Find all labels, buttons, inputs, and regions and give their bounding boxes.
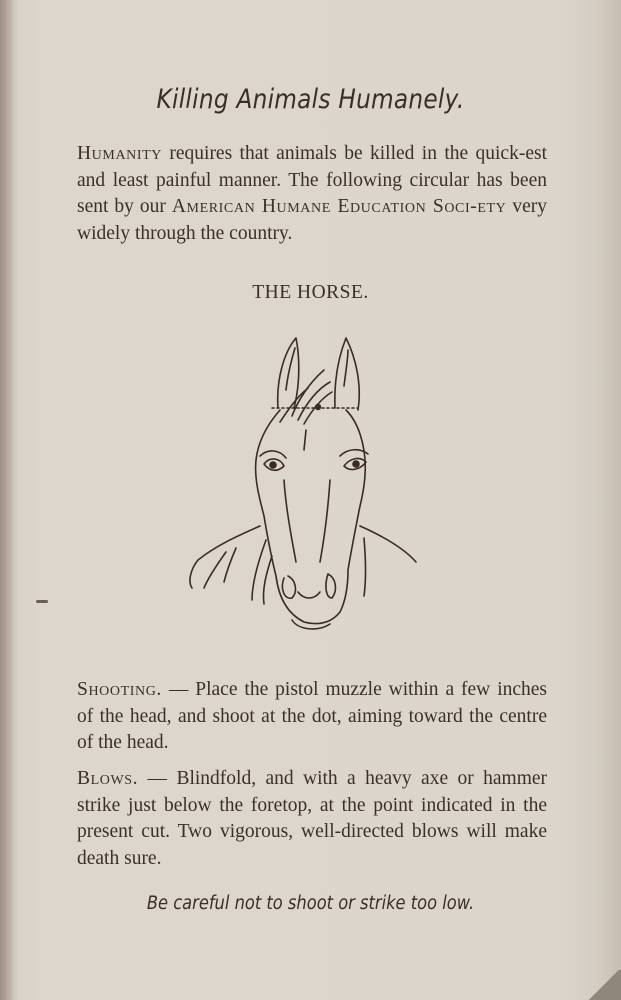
blows-label: Blows. bbox=[77, 768, 139, 789]
intro-text-b: very widely through the country. bbox=[77, 196, 547, 244]
society-name: American Humane Education Soci-ety bbox=[171, 196, 507, 217]
caution-note: Be careful not to shoot or strike too low. bbox=[146, 893, 475, 914]
section-heading: THE HORSE. bbox=[252, 282, 369, 303]
shooting-label: Shooting. bbox=[77, 679, 162, 700]
blows-dash: — bbox=[138, 768, 177, 789]
page-title: Killing Animals Humanely. bbox=[156, 84, 465, 115]
intro-lead: Humanity bbox=[77, 143, 162, 164]
gutter-shadow bbox=[0, 0, 18, 1000]
page-corner bbox=[587, 970, 621, 1000]
intro-text-a: requires that animals be killed in the quick-est and least painful manner. The following circular has been sent by our bbox=[77, 143, 547, 217]
intro-paragraph bbox=[77, 141, 547, 247]
shooting-dash: — bbox=[161, 679, 196, 700]
horse-head-illustration bbox=[180, 330, 425, 635]
shooting-paragraph bbox=[77, 677, 547, 757]
blows-text: Blindfold, and with a heavy axe or hammer strike just below the foretop, at the point indicated in the present cut. Two vigorous, well-directed blows will make death sure. bbox=[77, 768, 548, 869]
blows-paragraph bbox=[77, 766, 547, 872]
ink-speck bbox=[36, 600, 48, 603]
shooting-text: Place the pistol muzzle within a few inches of the head, and shoot at the dot, aiming toward the centre of the head. bbox=[77, 679, 548, 753]
